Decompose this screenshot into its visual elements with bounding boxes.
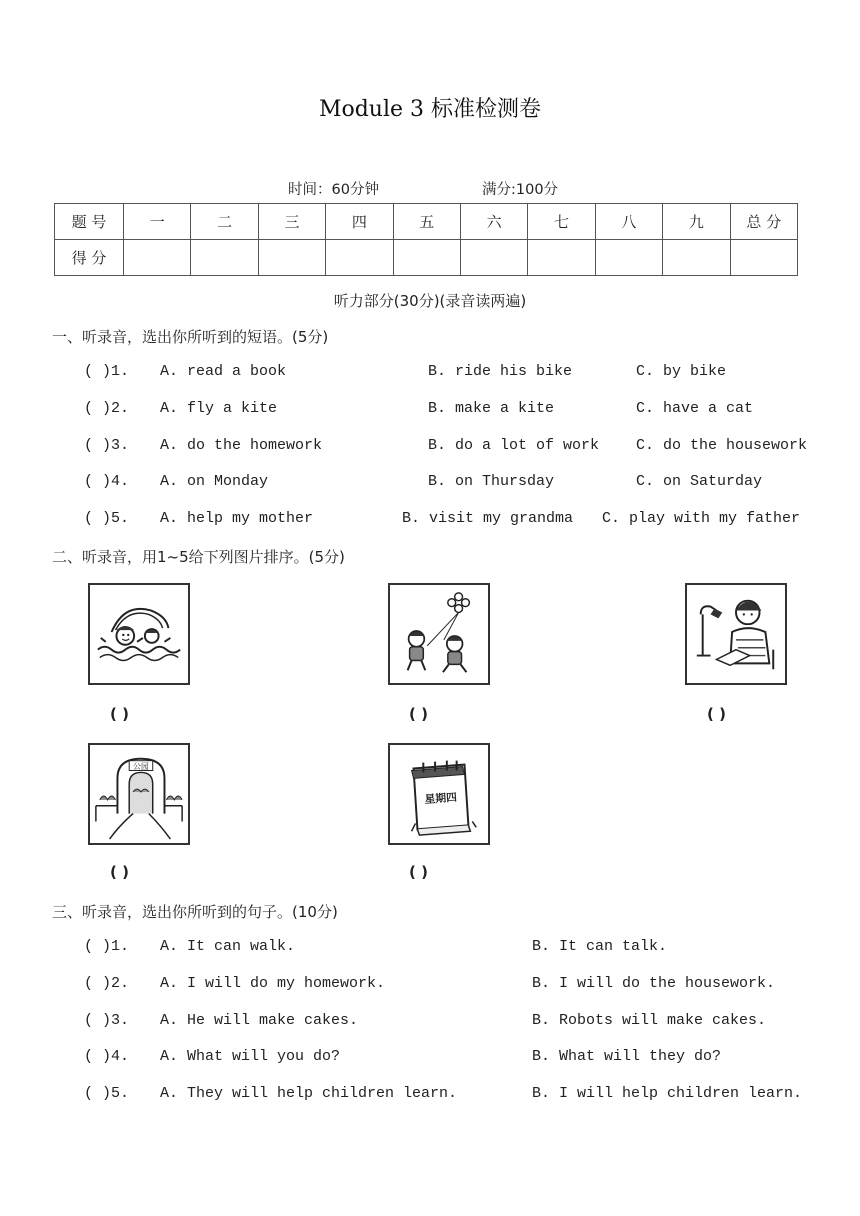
table-cell: 总 分 bbox=[730, 204, 797, 240]
section3-heading: 三、听录音，选出你所听到的句子。(10分) bbox=[52, 903, 338, 921]
score-input-cell[interactable] bbox=[730, 240, 797, 276]
score-table-header-row bbox=[55, 204, 798, 240]
score-input-cell[interactable] bbox=[326, 240, 393, 276]
option-b: B. I will help children learn. bbox=[532, 1085, 803, 1102]
option-b: B. ride his bike bbox=[428, 363, 573, 380]
table-cell: 七 bbox=[528, 204, 595, 240]
exam-time: 时间：60分钟 bbox=[288, 182, 379, 198]
option-a: A. They will help children learn. bbox=[160, 1085, 458, 1102]
option-c: C. play with my father bbox=[602, 510, 801, 527]
calendar-day-text: 星期四 bbox=[424, 790, 458, 806]
option-a: A. help my mother bbox=[160, 510, 314, 527]
page-title: Module 3 标准检测卷 bbox=[318, 97, 542, 122]
park-picture bbox=[88, 743, 190, 845]
option-c: C. by bike bbox=[636, 363, 727, 380]
table-cell: 八 bbox=[595, 204, 662, 240]
score-input-cell[interactable] bbox=[460, 240, 527, 276]
score-table-score-row bbox=[55, 240, 798, 276]
answer-paren[interactable]: ( ) bbox=[110, 705, 129, 723]
score-table bbox=[54, 203, 798, 276]
table-cell: 六 bbox=[460, 204, 527, 240]
answer-blank[interactable]: ( )4. bbox=[84, 473, 130, 490]
option-c: C. have a cat bbox=[636, 400, 754, 417]
answer-blank[interactable]: ( )5. bbox=[84, 510, 130, 527]
option-b: B. It can talk. bbox=[532, 938, 668, 955]
answer-paren[interactable]: ( ) bbox=[409, 705, 428, 723]
option-b: B. What will they do? bbox=[532, 1048, 722, 1065]
option-a: A. I will do my homework. bbox=[160, 975, 386, 992]
option-a: A. It can walk. bbox=[160, 938, 296, 955]
score-input-cell[interactable] bbox=[393, 240, 460, 276]
score-input-cell[interactable] bbox=[191, 240, 258, 276]
answer-blank[interactable]: ( )4. bbox=[84, 1048, 130, 1065]
score-input-cell[interactable] bbox=[124, 240, 191, 276]
score-input-cell[interactable] bbox=[663, 240, 730, 276]
answer-paren[interactable]: ( ) bbox=[707, 705, 726, 723]
option-a: A. read a book bbox=[160, 363, 287, 380]
table-cell: 题 号 bbox=[55, 204, 124, 240]
option-a: A. He will make cakes. bbox=[160, 1012, 359, 1029]
swimming-picture bbox=[88, 583, 190, 685]
section2-heading: 二、听录音，用1~5给下列图片排序。(5分) bbox=[52, 548, 345, 566]
answer-blank[interactable]: ( )1. bbox=[84, 363, 130, 380]
option-b: B. make a kite bbox=[428, 400, 555, 417]
kite-flying-picture bbox=[388, 583, 490, 685]
table-cell: 得 分 bbox=[55, 240, 124, 276]
answer-blank[interactable]: ( )3. bbox=[84, 437, 130, 454]
option-b: B. do a lot of work bbox=[428, 437, 600, 454]
table-cell: 四 bbox=[326, 204, 393, 240]
option-a: A. fly a kite bbox=[160, 400, 278, 417]
table-cell: 一 bbox=[124, 204, 191, 240]
option-a: A. do the homework bbox=[160, 437, 323, 454]
answer-blank[interactable]: ( )3. bbox=[84, 1012, 130, 1029]
section1-heading: 一、听录音，选出你所听到的短语。(5分) bbox=[52, 328, 329, 346]
option-c: C. on Saturday bbox=[636, 473, 763, 490]
option-a: A. on Monday bbox=[160, 473, 269, 490]
score-input-cell[interactable] bbox=[528, 240, 595, 276]
answer-blank[interactable]: ( )1. bbox=[84, 938, 130, 955]
option-a: A. What will you do? bbox=[160, 1048, 341, 1065]
option-c: C. do the housework bbox=[636, 437, 808, 454]
option-b: B. Robots will make cakes. bbox=[532, 1012, 767, 1029]
calendar-thursday-picture bbox=[388, 743, 490, 845]
table-cell: 五 bbox=[393, 204, 460, 240]
score-input-cell[interactable] bbox=[258, 240, 325, 276]
table-cell: 二 bbox=[191, 204, 258, 240]
answer-blank[interactable]: ( )2. bbox=[84, 400, 130, 417]
park-sign-text: 公园 bbox=[133, 762, 149, 772]
option-b: B. visit my grandma bbox=[402, 510, 574, 527]
full-score: 满分:100分 bbox=[482, 182, 559, 198]
table-cell: 三 bbox=[258, 204, 325, 240]
answer-blank[interactable]: ( )5. bbox=[84, 1085, 130, 1102]
answer-blank[interactable]: ( )2. bbox=[84, 975, 130, 992]
homework-picture bbox=[685, 583, 787, 685]
score-input-cell[interactable] bbox=[595, 240, 662, 276]
answer-paren[interactable]: ( ) bbox=[110, 863, 129, 881]
listening-section-header: 听力部分(30分)(录音读两遍) bbox=[333, 292, 527, 310]
answer-paren[interactable]: ( ) bbox=[409, 863, 428, 881]
option-b: B. on Thursday bbox=[428, 473, 555, 490]
table-cell: 九 bbox=[663, 204, 730, 240]
option-b: B. I will do the housework. bbox=[532, 975, 776, 992]
